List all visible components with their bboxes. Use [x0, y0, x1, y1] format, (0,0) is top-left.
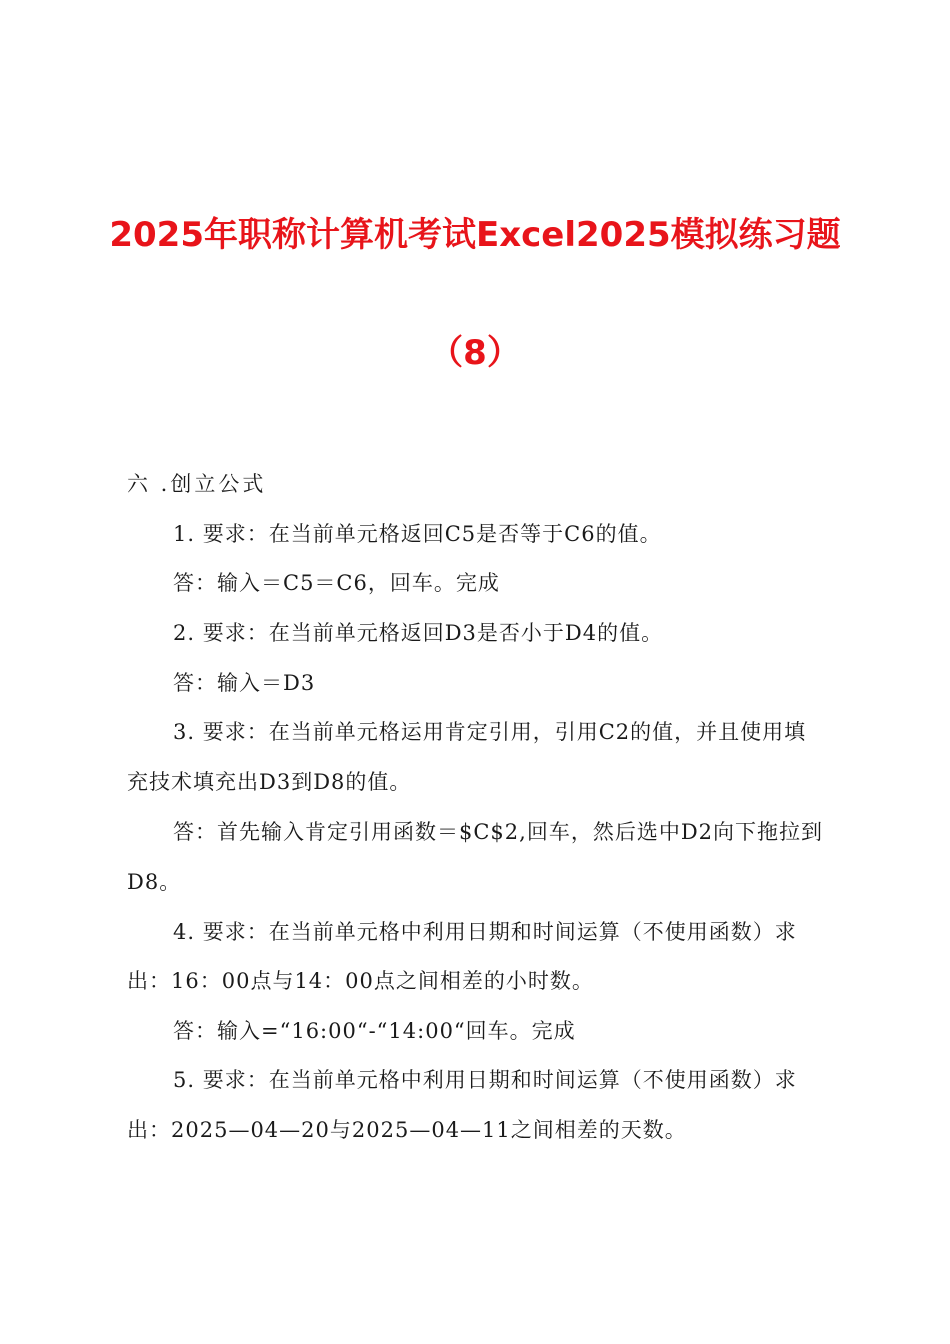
- question-3-continued: 充技术填充出D3到D8的值。: [127, 770, 412, 794]
- question-4: 4. 要求：在当前单元格中利用日期和时间运算（不使用函数）求: [173, 920, 797, 944]
- answer-1: 答：输入＝C5＝C6，回车。完成: [173, 571, 500, 595]
- question-1: 1. 要求：在当前单元格返回C5是否等于C6的值。: [173, 522, 662, 546]
- question-3: 3. 要求：在当前单元格运用肯定引用，引用C2的值，并且使用填: [173, 720, 807, 744]
- answer-2: 答：输入＝D3: [173, 671, 316, 695]
- question-5: 5. 要求：在当前单元格中利用日期和时间运算（不使用函数）求: [173, 1068, 797, 1092]
- answer-3-continued: D8。: [127, 870, 182, 894]
- document-title: 2025年职称计算机考试Excel2025模拟练习题: [109, 215, 841, 255]
- question-2: 2. 要求：在当前单元格返回D3是否小于D4的值。: [173, 621, 664, 645]
- question-4-continued: 出：16：00点与14：00点之间相差的小时数。: [127, 969, 594, 993]
- document-title-number: （8）: [429, 333, 521, 373]
- question-5-continued: 出：2025—04—20与2025—04—11之间相差的天数。: [127, 1118, 687, 1142]
- answer-4: 答：输入=“16:00“-“14:00“回车。完成: [173, 1019, 576, 1043]
- answer-3: 答：首先输入肯定引用函数＝$C$2,回车，然后选中D2向下拖拉到: [173, 820, 824, 844]
- section-heading: 六 .创立公式: [127, 472, 267, 496]
